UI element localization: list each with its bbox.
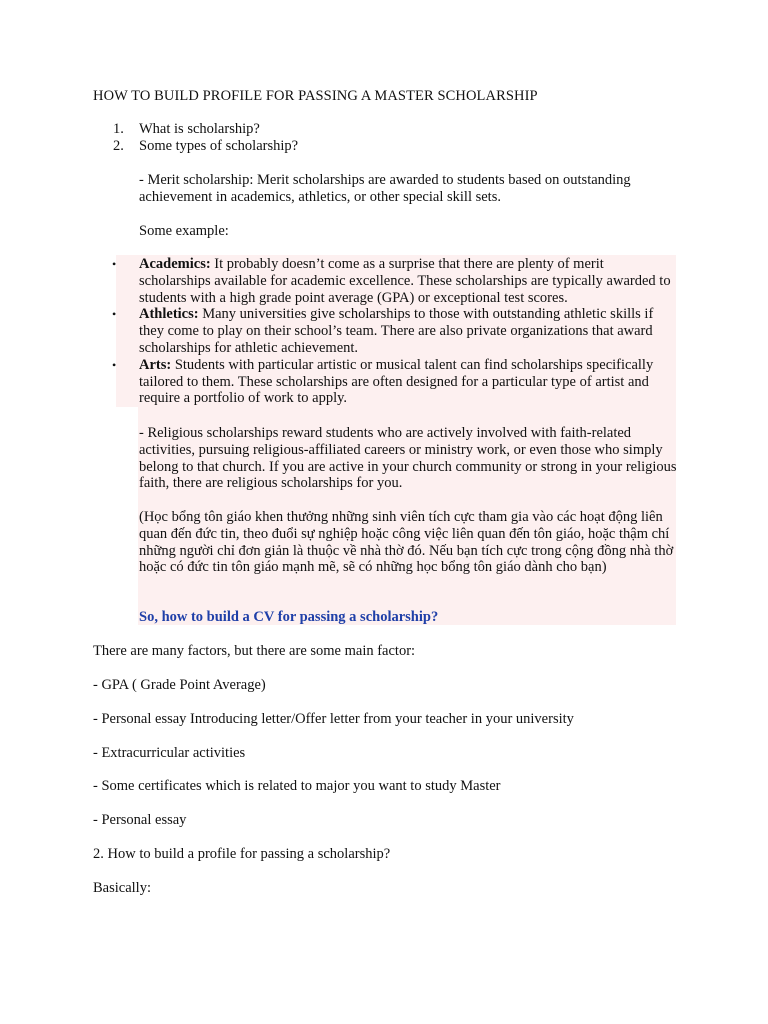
bullet-text (139, 256, 679, 306)
bullet-body: Many universities give scholarships to those with outstanding athletic skills if they come to play on their school’s team. There are also private organizations that award scholarships for athletic achievement. (139, 306, 654, 356)
numbered-item (113, 138, 298, 155)
bullet-icon: • (112, 257, 117, 271)
bullet-item-arts (112, 357, 682, 407)
factor-item: - Personal essay (93, 812, 187, 828)
bullet-label: Arts: (139, 356, 172, 373)
bullet-body: It probably doesn’t come as a surprise that there are plenty of merit scholarships available for academic excellence. These scholarships are typically awarded to students with a high grade point average (GPA) or exceptional test scores. (139, 256, 671, 306)
bullet-icon: • (112, 307, 117, 322)
bullet-label: Athletics: (139, 306, 199, 323)
basically-label: Basically: (93, 880, 151, 896)
item-number: 2. (113, 138, 124, 154)
item-text: What is scholarship? (139, 121, 260, 137)
factor-item: - Extracurricular activities (93, 745, 246, 761)
bullet-body: Students with particular artistic or musical talent can find scholarships specifically tailored to them. These scholarships are often designed for a particular type of artist and require a portfolio of work to apply. (139, 356, 654, 407)
factor-item: - Some certificates which is related to major you want to study Master (93, 778, 501, 794)
cv-heading: So, how to build a CV for passing a scholarship? (139, 609, 439, 625)
numbered-item (113, 121, 298, 138)
numbered-list (113, 121, 298, 155)
bullet-label: Academics: (139, 256, 211, 272)
example-bullet-list (112, 256, 682, 407)
some-example-label: Some example: (139, 223, 229, 239)
bullet-icon: • (112, 357, 117, 372)
bullet-text (139, 357, 679, 407)
bullet-item-academics (112, 256, 682, 306)
vietnamese-paragraph: (Học bổng tôn giáo khen thưởng những sinh viên tích cực tham gia vào các hoạt động liên quan đến đức tin, theo đuổi sự nghiệp hoặc công việc liên quan đến tôn giáo, hoặc thậm chí những người chỉ đơn giản là thuộc về nhà thờ đó. Nếu bạn tích cực trong cộng đồng nhà thờ hoặc có đức tin tôn giáo mạnh mẽ, sẽ có những học bổng tôn giáo dành cho bạn) (139, 509, 674, 576)
item-text: Some types of scholarship? (139, 138, 299, 154)
bullet-text (139, 306, 679, 356)
religious-paragraph: - Religious scholarships reward students who are actively involved with faith-related activities, pursuing religious-affiliated careers or ministry work, or even those who simply belong to that church. If you are active in your church community or strong in your religious faith, there are religious scholarships for you. (139, 425, 677, 492)
bullet-item-athletics (112, 306, 682, 356)
factor-item: - Personal essay Introducing letter/Offer letter from your teacher in your university (93, 711, 574, 727)
section-2-heading: 2. How to build a profile for passing a scholarship? (93, 846, 391, 862)
item-number: 1. (113, 121, 124, 137)
factor-item: - GPA ( Grade Point Average) (93, 677, 266, 693)
factors-intro: There are many factors, but there are some main factor: (93, 643, 416, 659)
merit-paragraph: - Merit scholarship: Merit scholarships are awarded to students based on outstanding achievement in academics, athletics, or other special skill sets. (139, 172, 631, 205)
document-title: HOW TO BUILD PROFILE FOR PASSING A MASTER SCHOLARSHIP (93, 88, 538, 104)
